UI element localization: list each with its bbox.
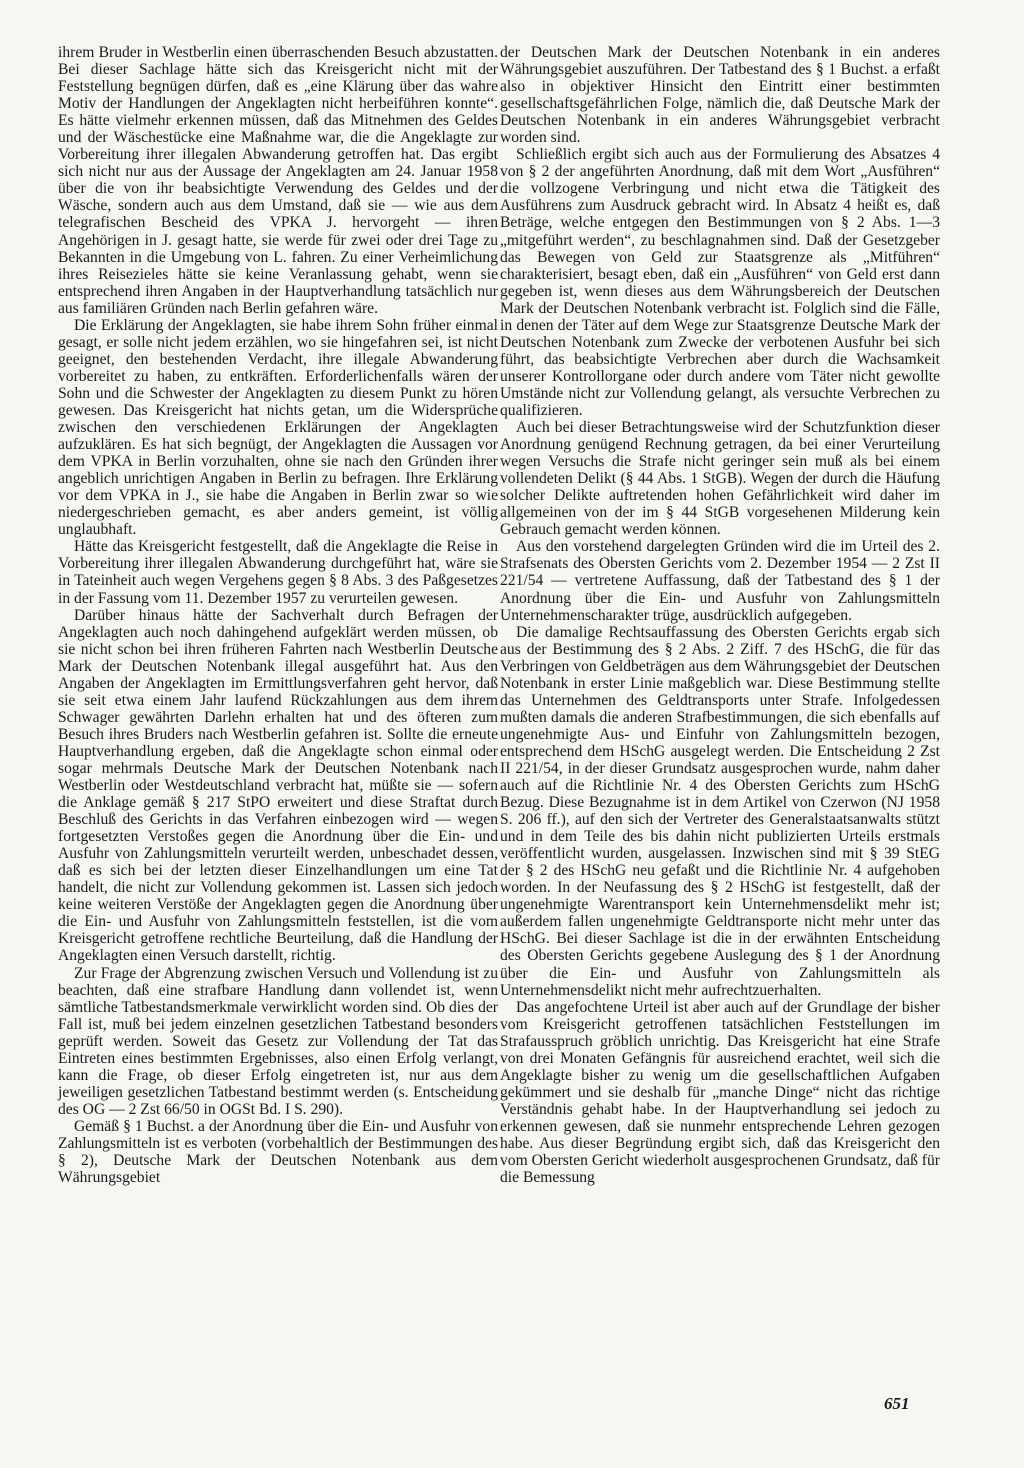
left-column [58,44,498,1186]
paragraph: Zur Frage der Abgrenzung zwischen Versuch und Vollendung ist zu beachten, daß eine strafbare Handlung dann vollendet ist, wenn sämtliche Tatbestandsmerkmale verwirklicht worden sind. Ob dies der Fall ist, muß bei jedem einzelnen gesetzlichen Tatbestand besonders geprüft werden. Soweit das Gesetz zur Vollendung der Tat das Eintreten eines bestimmten Ergebnisses, also einen Erfolg verlangt, kann die Frage, ob dieser Erfolg eingetreten ist, nur aus dem jeweiligen gesetzlichen Tatbestand bestimmt werden (s. Entscheidung des OG — 2 Zst 66/50 in OGSt Bd. I S. 290). [58,964,498,1118]
paragraph: Schließlich ergibt sich auch aus der Formulierung des Absatzes 4 von § 2 der angeführten Anordnung, daß mit dem Wort „Ausführen“ die vollzogene Verbringung und nicht etwa die Tätigkeit des Ausführens zum Ausdruck gebracht wird. In Absatz 4 heißt es, daß Beträge, welche entgegen den Bestimmungen von § 2 Abs. 1—3 „mitgeführt werden“, zu beschlagnahmen sind. Daß der Gesetzgeber das Bewegen von Geld zur Staatsgrenze als „Mitführen“ charakterisiert, besagt eben, daß ein „Ausführen“ von Geld erst dann gegeben ist, wenn dieses aus dem Währungsbereich der Deutschen Mark der Deutschen Notenbank verbracht ist. Folglich sind die Fälle, in denen der Täter auf dem Wege zur Staatsgrenze Deutsche Mark der Deutschen Notenbank zum Zwecke der verbotenen Ausfuhr bei sich führt, das beabsichtigte Verbrechen aber durch die Wachsamkeit unserer Kontrollorgane oder durch andere vom Täter nicht gewollte Umstände nicht zur Vollendung gelangt, als versuchte Verbrechen zu qualifizieren. [500,146,940,419]
page-number: 651 [884,1394,910,1413]
paragraph: Die Erklärung der Angeklagten, sie habe ihrem Sohn früher einmal gesagt, er solle nicht jedem erzählen, wo sie hingefahren sei, ist nicht geeignet, den bestehenden Verdacht, ihre illegale Abwanderung vorbereitet zu haben, zu entkräften. Erforderlichenfalls wären der Sohn und die Schwester der Angeklagten zu diesem Punkt zu hören gewesen. Das Kreisgericht hat nichts getan, um die Widersprüche zwischen den verschiedenen Erklärungen der Angeklagten aufzuklären. Es hat sich begnügt, der Angeklagten die Aussagen vor dem VPKA in Berlin vorzuhalten, ohne sie nach den Gründen ihrer angeblich unrichtigen Angaben in Berlin zu befragen. Ihre Erklärung vor dem VPKA in J., sie habe die Angaben in Berlin zwar so wie niedergeschrieben gemacht, es aber anders gemeint, ist völlig unglaubhaft. [58,316,498,539]
right-column [500,44,940,1186]
paragraph: Das angefochtene Urteil ist aber auch auf der Grundlage der bisher vom Kreisgericht getroffenen tatsächlichen Feststellungen im Strafausspruch gröblich unrichtig. Das Kreisgericht hat eine Strafe von drei Monaten Gefängnis für ausreichend erachtet, weil sich die Angeklagte bisher zu wenig um die gesellschaftlichen Aufgaben gekümmert und sie deshalb für „manche Dinge“ nicht das richtige Verständnis gehabt habe. In der Hauptverhandlung sei jedoch zu erkennen gewesen, daß sie nunmehr entsprechende Lehren gezogen habe. Aus dieser Begründung ergibt sich, daß das Kreisgericht den vom Obersten Gericht wiederholt ausgesprochenen Grundsatz, daß für die Bemessung [500,998,940,1187]
paragraph: Die damalige Rechtsauffassung des Obersten Gerichts ergab sich aus der Bestimmung des § 2 Abs. 2 Ziff. 7 des HSchG, die für das Verbringen von Geldbeträgen aus dem Währungsgebiet der Deutschen Notenbank in erster Linie maßgeblich war. Diese Bestimmung stellte das Unternehmen des Geldtransports unter Strafe. Infolgedessen mußten damals die anderen Strafbestimmungen, die sich ebenfalls auf ungenehmigte Aus- und Einfuhr von Zahlungsmitteln bezogen, entsprechend dem HSchG ausgelegt werden. Die Entscheidung 2 Zst II 221/54, in der dieser Grundsatz ausgesprochen wurde, nahm daher auch auf die Richtlinie Nr. 4 des Obersten Gerichts zum HSchG Bezug. Diese Bezugnahme ist in dem Artikel von Czerwon (NJ 1958 S. 206 ff.), auf den sich der Vertreter des Generalstaatsanwalts stützt und in dem Teile des bis dahin nicht publizierten Urteils erstmals veröffentlicht wurden, ausgelassen. Inzwischen sind mit § 39 StEG der § 2 des HSchG neu gefaßt und die Richtlinie Nr. 4 aufgehoben worden. In der Neufassung des § 2 HSchG ist festgestellt, daß der ungenehmigte Warentransport kein Unternehmensdelikt mehr ist; außerdem fallen ungenehmigte Geldtransporte nicht mehr unter das HSchG. Bei dieser Sachlage ist die in der erwähnten Entscheidung des Obersten Gerichts gegebene Auslegung des § 1 der Anordnung über die Ein- und Ausfuhr von Zahlungsmitteln als Unternehmensdelikt nicht mehr aufrechtzuerhalten. [500,623,940,999]
paragraph: ihrem Bruder in Westberlin einen überraschenden Besuch abzustatten. Bei dieser Sachlage hätte sich das Kreisgericht nicht mit der Feststellung begnügen dürfen, daß es „eine Klärung über das wahre Motiv der Handlungen der Angeklagten nicht herbeiführen konnte“. Es hätte vielmehr erkennen müssen, daß das Mitnehmen des Geldes und der Wäschestücke eine Maßnahme war, die die Angeklagte zur Vorbereitung ihrer illegalen Abwanderung getroffen hat. Das ergibt sich nicht nur aus der Aussage der Angeklagten am 24. Januar 1958 über die von ihr beabsichtigte Verwendung des Geldes und der Wäsche, sondern auch aus dem Umstand, daß sie — wie aus dem telegrafischen Bescheid des VPKA J. hervorgeht — ihren Angehörigen in J. gesagt hatte, sie werde für zwei oder drei Tage zu Bekannten in die Umgebung von L. fahren. Zu einer Verheimlichung ihres Reisezieles hätte sie keine Veranlassung gehabt, wenn sie entsprechend ihren Angaben in der Hauptverhandlung tatsächlich nur aus familiären Gründen nach Berlin gefahren wäre. [58,44,498,317]
paragraph: der Deutschen Mark der Deutschen Notenbank in ein anderes Währungsgebiet auszuführen. Der Tatbestand des § 1 Buchst. a erfaßt also in objektiver Hinsicht den Eintritt einer bestimmten gesellschaftsgefährlichen Folge, nämlich die, daß Deutsche Mark der Deutschen Notenbank in ein anderes Währungsgebiet verbracht worden sind. [500,44,940,147]
paragraph: Aus den vorstehend dargelegten Gründen wird die im Urteil des 2. Strafsenats des Obersten Gerichts vom 2. Dezember 1954 — 2 Zst II 221/54 — vertretene Auffassung, daß der Tatbestand des § 1 der Anordnung über die Ein- und Ausfuhr von Zahlungsmitteln Unternehmenscharakter trüge, ausdrücklich aufgegeben. [500,538,940,624]
paragraph: Gemäß § 1 Buchst. a der Anordnung über die Ein- und Ausfuhr von Zahlungsmitteln ist es verboten (vorbehaltlich der Bestimmungen des § 2), Deutsche Mark der Deutschen Notenbank aus dem Währungsgebiet [58,1117,498,1187]
paragraph: Hätte das Kreisgericht festgestellt, daß die Angeklagte die Reise in Vorbereitung ihrer illegalen Abwanderung durchgeführt hat, wäre sie in Tateinheit auch wegen Vergehens gegen § 8 Abs. 3 des Paßgesetzes in der Fassung vom 11. Dezember 1957 zu verurteilen gewesen. [58,538,498,607]
paragraph: Auch bei dieser Betrachtungsweise wird der Schutzfunktion dieser Anordnung genügend Rechnung getragen, da bei einer Verurteilung wegen Versuchs die Strafe nicht geringer sein muß als bei einem vollendeten Delikt (§ 44 Abs. 1 StGB). Wegen der durch die Häufung solcher Delikte auftretenden hohen Gefährlichkeit wird daher im allgemeinen von der im § 44 StGB vorgesehenen Milderung kein Gebrauch gemacht werden können. [500,419,940,539]
paragraph: Darüber hinaus hätte der Sachverhalt durch Befragen der Angeklagten auch noch dahingehend aufgeklärt werden müssen, ob sie nicht schon bei ihren früheren Fahrten nach Westberlin Deutsche Mark der Deutschen Notenbank illegal ausgeführt hat. Aus den Angaben der Angeklagten im Ermittlungsverfahren geht hervor, daß sie seit etwa einem Jahr laufend Rückzahlungen aus dem ihrem Schwager gewährten Darlehn erhalten hat und des öfteren zum Besuch ihres Bruders nach Westberlin gefahren ist. Sollte die erneute Hauptverhandlung ergeben, daß die Angeklagte schon einmal oder sogar mehrmals Deutsche Mark der Deutschen Notenbank nach Westberlin oder Westdeutschland verbracht hat, müßte sie — sofern die Anklage gemäß § 217 StPO erweitert und diese Straftat durch Beschluß des Gerichts in das Verfahren einbezogen wird — wegen fortgesetzten Verstoßes gegen die Anordnung über die Ein- und Ausfuhr von Zahlungsmitteln verurteilt werden, unbeschadet dessen, daß es sich bei der letzten dieser Einzelhandlungen um eine Tat handelt, die nicht zur Vollendung gekommen ist. Lassen sich jedoch keine weiteren Verstöße der Angeklagten gegen die Anordnung über die Ein- und Ausfuhr von Zahlungsmitteln feststellen, ist die vom Kreisgericht getroffene rechtliche Beurteilung, daß die Handlung der Angeklagten einen Versuch darstellt, richtig. [58,606,498,965]
